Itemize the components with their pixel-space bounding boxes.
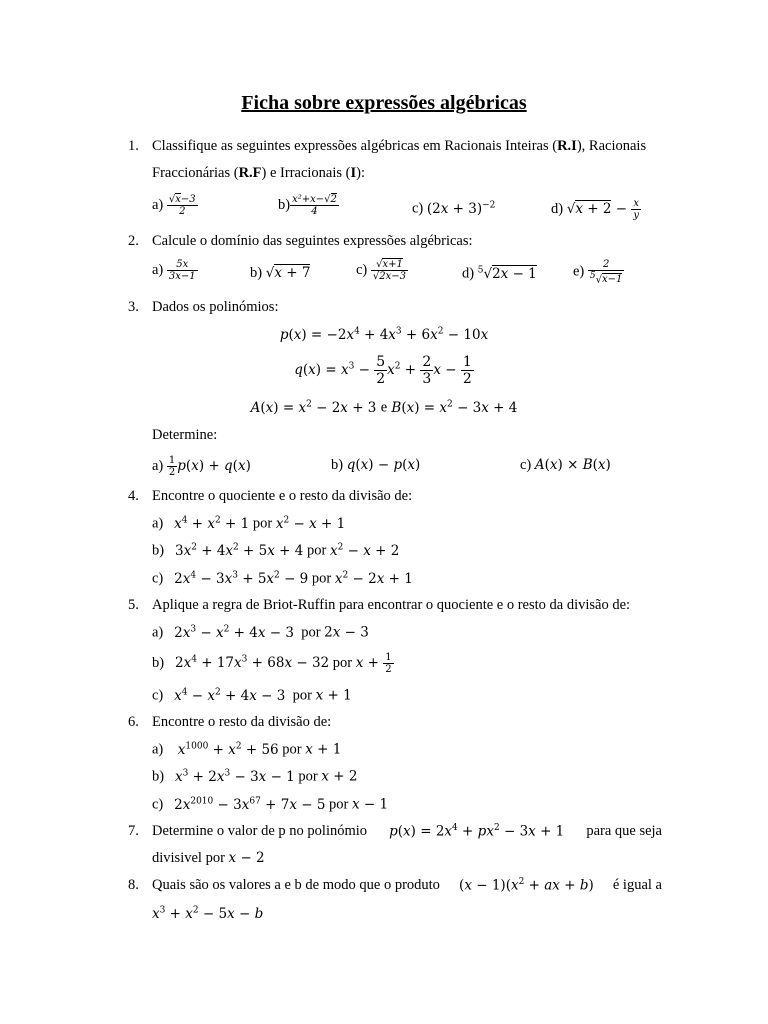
q4-item-b: b) $3x^2 + 4x^2 + 5x + 4$ por $x^2 - x + 2$ <box>152 542 400 559</box>
q4-item-c: c) $2x^4 - 3x^3 + 5x^2 - 9$ por $x^2 - 2x + 1$ <box>152 570 413 587</box>
q8-text-line1: Quais são os valores a e b de modo que o produto $(x - 1)(x^2$ + ax + b) é igual a <box>152 877 662 894</box>
q4-item-a: a) $x^4 + x^2 + 1$ por $x^2 - x + 1$ <box>152 515 346 532</box>
q6-item-a: a) $x^{1000} + x^2 + 56$ por x + 1 <box>152 741 342 758</box>
q5-number: 5. <box>128 597 139 613</box>
q8-text-line2: $x^3 + x^2 - 5x - b$ <box>152 905 264 922</box>
q3-polynomials-a-b: $A(x) = x^2 - 2x + 3$ e $B(x) = x^2 - 3x + 4$ <box>250 399 518 416</box>
q3-determine: Determine: <box>152 427 218 443</box>
q3-item-b: b) q(x) − p(x) <box>331 457 421 473</box>
q2-text: Calcule o domínio das seguintes expressões algébricas: <box>152 233 473 249</box>
q3-number: 3. <box>128 299 139 315</box>
q6-number: 6. <box>128 714 139 730</box>
q1-text-line2: Fraccionárias (R.F) e Irracionais (I): <box>152 165 366 181</box>
q3-polynomial-q: $q(x) = x^3$ − $\frac{5}{2}$ $x^2$ + $\frac{2}{3}$ x − $\frac{1}{2}$ <box>294 354 472 387</box>
q6-item-c: c) $2x^{2010} - 3x^{67} + 7x - 5$ por x − 1 <box>152 796 389 813</box>
q7-number: 7. <box>128 823 139 839</box>
q3-item-a: a) $\frac{1}{2}$ p(x) + q(x) <box>152 455 251 478</box>
q7-text-line1: Determine o valor de p no polinómio $p(x) = 2x^4 + px^2 - 3x + 1$ para que seja <box>152 823 662 840</box>
q6-text: Encontre o resto da divisão de: <box>152 714 332 730</box>
q2-item-c: c) $\frac{√x+1}{√2x-3}$ <box>356 259 407 282</box>
q8-number: 8. <box>128 877 139 893</box>
q1-item-a: a) $\frac{√x-3}{2}$ <box>152 194 196 217</box>
q5-text: Aplique a regra de Briot-Ruffin para encontrar o quociente e o resto da divisão de: <box>152 597 631 613</box>
q4-text: Encontre o quociente e o resto da divisão de: <box>152 488 413 504</box>
q5-item-a: a) $2x^3 - x^2 + 4x - 3$ por 2x − 3 <box>152 624 369 641</box>
q2-item-b: b) √x + 7 <box>250 265 311 281</box>
q2-item-a: a) $\frac{5x}{3x-1}$ <box>152 259 196 282</box>
q5-item-b: b) $2x^4 + 17x^3 + 68x - 32$ por x + $\frac{1}{2}$ <box>152 652 392 675</box>
q5-item-c: c) $x^4 - x^2 + 4x - 3$ por x + 1 <box>152 687 352 704</box>
q3-polynomial-p: $p(x) = -2x^4 + 4x^3 + 6x^2 - 10x$ <box>279 326 489 343</box>
q1-number: 1. <box>128 138 139 154</box>
page-title: Ficha sobre expressões algébricas <box>241 92 527 114</box>
q1-item-c: c) $(2x + 3)^{-2}$ <box>412 200 496 217</box>
q3-item-c: c) A(x) × B(x) <box>520 457 611 473</box>
q1-item-d: d) √x + 2 − $\frac{x}{y}$ <box>551 198 639 221</box>
q2-item-e: e) $\frac{2}{^5√x-1}$ <box>573 259 623 286</box>
q4-number: 4. <box>128 488 139 504</box>
q7-text-line2: divisivel por x − 2 <box>152 850 265 866</box>
q1-text-line1: Classifique as seguintes expressões algébricas em Racionais Inteiras (R.I), Racionais <box>152 138 647 154</box>
q6-item-b: b) $x^3 + 2x^3 - 3x - 1$ por x + 2 <box>152 768 358 785</box>
q3-text: Dados os polinómios: <box>152 299 279 315</box>
q2-number: 2. <box>128 233 139 249</box>
q1-item-b: b) $\frac{\text{x²+x−√2}}{4}$ <box>278 194 337 217</box>
q2-item-d: d) $^5$√2x − 1 <box>462 265 537 282</box>
